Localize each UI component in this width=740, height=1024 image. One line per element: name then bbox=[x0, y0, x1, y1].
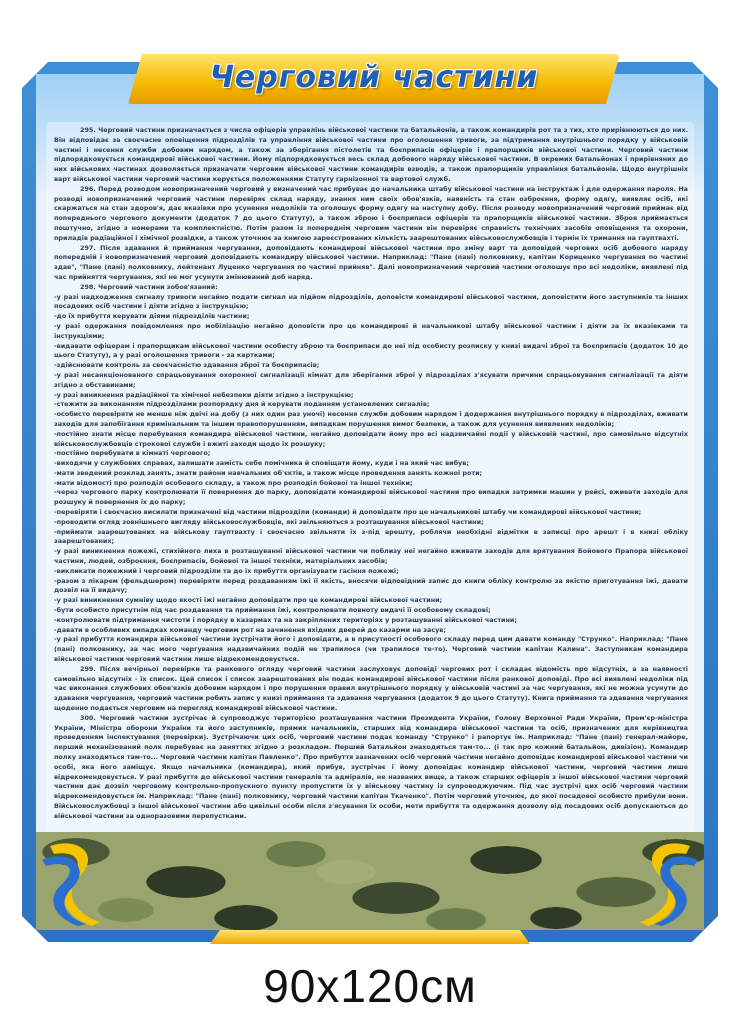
regulation-paragraph: -мати зведений розклад занять, знати райони навчальних об'єктів, а також місце проведення занять кожної роти; bbox=[54, 468, 483, 477]
regulation-paragraph: -постійно перебувати в кімнаті чергового; bbox=[54, 449, 211, 458]
regulation-paragraph: -здійснювати контроль за своєчасністю здавання зброї та боєприпасів; bbox=[54, 361, 320, 370]
regulation-paragraph: 297. Після здавання й приймання чергування, доповідають командирові військової частини про зміну варт та доповідей чергових осіб добового наряду попередній і новопризначений черговий доповідають командиру військової частини. Наприклад: "Пане (пані) полковнику, капітан Кориценко чергування по частині здав", "Пане (пані) полковнику, лейтенант Луценко чергування по частині прийняв". Далі новопризначений черговий частини оголошує про всі недоліки, виявлені під час прийняття чергування, які не мог усунути змінюваний доб наряд. bbox=[54, 243, 688, 281]
regulation-paragraph: -проводити огляд зовнішнього вигляду військовослужбовців, які звільняються з розташування військової частини; bbox=[54, 517, 484, 526]
regulation-paragraph: -контролювати підтримання чистоти і порядку в казармах та на закріплених територіях у розташуванні військової частини; bbox=[54, 615, 517, 624]
regulation-paragraph: -до їх прибуття керувати діями підрозділів частини; bbox=[54, 312, 250, 321]
regulation-paragraph: -особисто перевіряти не менше ніж двічі на добу (з них один раз уночі) несення служби добовим нарядом і додержання внутрішнього порядку в підрозділах, вживати заходів для запобігання кримінальним та іншим правопорушенням, випадкам порушення вимог безпеки, а також для усунення виявлених недоліків; bbox=[54, 410, 688, 428]
regulation-paragraph: -приймати заарештованих на військову гауптвахту і своєчасно звільняти їх з-під арешту, роблячи необхідні відмітки в записці про арешт і в книзі обліку заарештованих; bbox=[54, 527, 688, 546]
regulation-paragraph: -у разі виникнення сумніву щодо якості їжі негайно доповідати про це командирові військової частини; bbox=[54, 596, 443, 605]
regulation-paragraph: -постійно знати місце перебування командира військової частини, негайно доповідати йому про всі надзвичайні події у військовій частині, про самовільно відсутніх військовослужбовців строкової служби і вжиті заходи щодо їх розшуку; bbox=[54, 429, 688, 448]
size-label: 90x120см bbox=[263, 960, 477, 1012]
regulation-paragraph: -викликати пожежний і черговий підрозділи та до їх прибуття організувати гасіння пожежі; bbox=[54, 566, 399, 575]
regulation-paragraph: -давати в особливих випадках команду черговим рот на зачинення вхідних дверей до казарми на засув; bbox=[54, 625, 446, 634]
camouflage-band bbox=[36, 832, 704, 930]
regulation-paragraph: -видавати офіцерам і прапорщикам військової частини особисту зброю та боєприпаси до неї під особисту розписку у книзі видачі зброї та боєприпасів (додаток 10 до цього Статуту), а у разі оголошення тривоги - за картками; bbox=[54, 341, 688, 360]
regulation-paragraph: -разом з лікарем (фельдшером) перевіряти перед роздаванням їжі її якість, вносячи відповідний запис до книги обліку контролю за якістю приготування їжі, давати дозвіл на її видачу; bbox=[54, 576, 688, 595]
regulation-paragraph: -у разі прибуття командира військової частини зустрічати його і доповідати, а в присутності особового складу перед цим давати команду "Струнко". Наприклад: "Пане (пані) полковнику, за час мого чергування надзвичайних подій не трапилося (чи трапилося те-то). Черговий частини капітан Калина". Заступникам командира військової частини черговий частини лише відрекомендовується. bbox=[54, 635, 688, 664]
regulation-paragraph: -у разі одержання повідомлення про мобілізацію негайно доповісти про це командирові й начальникові штабу військової частини і діяти за їх вказівками та інструкціями; bbox=[54, 321, 688, 340]
regulation-paragraph: -стежити за виконанням підрозділами розпорядку дня й керувати поданням установлених сигналів; bbox=[54, 400, 430, 409]
bottom-accent-bar bbox=[210, 930, 530, 944]
ribbon-right-icon bbox=[630, 836, 700, 926]
regulation-paragraph: -у разі несанкціонованого спрацьовування охоронної сигналізації кімнат для зберігання зброї у підрозділах з'ясувати причини спрацьовування сигналізації та діяти згідно з обставинами; bbox=[54, 370, 688, 389]
regulation-text-panel bbox=[46, 122, 694, 832]
regulation-paragraph: -у разі виникнення пожежі, стихійного лиха в розташуванні військової частини чи поблизу неї негайно вживати заходів для врятування Бойового Прапора військової частини, людей, озброєння, боєприпасів, бойової та іншої техніки, матеріальних засобів; bbox=[54, 547, 688, 566]
regulation-paragraph: -мати відомості про розподіл особового складу, а також про розподіл бойової та іншої техніки; bbox=[54, 478, 413, 487]
regulation-paragraph: -у разі надходження сигналу тривоги негайно подати сигнал на підйом підрозділів, доповісти командирові військової частини, доповістити його заступників та інших посадових осіб частини і діяти згідно з інструкцією; bbox=[54, 292, 688, 311]
regulation-paragraph: 299. Після вечірньої перевірки та ранкового огляду черговий частини заслуховує доповіді чергових рот і складає відомість про відсутніх, а за наявності самовільно відсутніх - їх список. Цей список і список заарештованих він подає командирові військової частини після ранкової доповіді. Про всі виявлені недоліки під час виконання службових обов'язків добовим нарядом і про порушення правил внутрішнього порядку у військовій частині за час чергування, які не можна усунути до здавання чергування, черговий частини робить запис у книзі приймання та здавання чергування (додаток 9 до цього Статуту). Книга приймання та здавання чергування щоденно подається черговим на перегляд командирові військової частини. bbox=[54, 664, 688, 713]
regulation-paragraph: 295. Черговий частини призначається з числа офіцерів управлінь військової частини та батальйонів, а також командирів рот та з тих, хто прирівнюються до них. Він відповідає за своєчасне оповіщення підрозділів та управління військової частини про оголошення тривоги, за підтримання внутрішнього порядку у військовій частині і несення служби добовим нарядом, а також за зберігання пістолетів та боєприпасів офіцерів і прапорщиків військової частини. Черговий частини підпорядковується командирові військової частини. Йому підпорядковується весь склад добового наряду військової частини. В окремих батальйонах і прирівняних до них військових частинах дозволяється призначати черговим військової частини командирів взводів, а також прапорщиків управління батальйонів. Щодо внутрішніх варт військової частини черговий частини керується положеннями Статуту гарнізонної та вартової служб. bbox=[54, 126, 688, 183]
regulation-paragraph: 300. Черговий частини зустрічає й супроводжує територією розташування частини Президента України, Голову Верховної Ради України, Прем'єр-міністра України, Міністра оборони України та його заступників, прямих начальників, старших від командира військової частини та осіб, призначених для керівництва проведенням інспектування (перевірки). Зустрічаючи цих осіб, черговий частини подає команду "Струнко" і рапортує їм. Наприклад: "Пане (пані) генерал-майоре, перший механізований полк перебуває на заняттях згідно з розкладом. Перший батальйон знаходиться там-то... (і так про кожний батальйон, дивізіон). Командир полку знаходиться там-то... Черговий частини капітан Павленко". Про прибуття зазначених осіб черговий частини негайно доповідає командирові військової частини чи особі, яка його заміщує. Якщо начальника (командира), який прибув, зустрічає і йому доповідає командир військової частини, черговий частини лише відрекомендовується. У разі прибуття до військової частини генералів та адміралів, не названих вище, а також старших офіцерів з іншої військової частини черговий частини дає дозвіл черговому контрольно-пропускного пункту пропустити їх у військову частину із супроводжуючим. Під час зустрічі цих осіб черговий частини відрекомендовується їм. Наприклад: "Пане (пані) полковнику, черговий частини капітан Ткаченко". Потім черговий уточнює, до якої посадової особисто прибули вони. Військовослужбовці з іншої військової частини або цивільні особи після з'ясування їх особи, мети прибуття та одержання дозволу від посадових осіб допускаються до військової частини за одноразовими перепустками. bbox=[54, 713, 688, 820]
regulation-paragraph: -у разі виникнення радіаційної та хімічної небезпеки діяти згідно з інструкцією; bbox=[54, 390, 354, 399]
regulation-paragraph: -бути особисто присутнім під час роздавання та приймання їжі, контролювати повноту видачі її особовому складові; bbox=[54, 606, 491, 615]
poster-title: Черговий частини bbox=[209, 59, 539, 95]
regulation-paragraph: -через чергового парку контролювати її повернення до парку, доповідати командирові військової частини про випадки затримки машин у рейсі, вживати заходів для розшуку й повернення їх до парку; bbox=[54, 488, 688, 507]
regulation-paragraph: 298. Черговий частини зобов'язаний: bbox=[80, 282, 218, 291]
regulation-paragraph: -виходячи у службових справах, залишати замість себе помічника й сповіщати йому, куди і на який час вибув; bbox=[54, 459, 469, 468]
regulation-paragraph: 296. Перед розводом новопризначений черговий у визначений час прибуває до начальника штабу військової частини на інструктаж і для одержання пароля. На розводі новопризначений черговий частини перевіряє склад наряду, знання ним своїх обов'язків, наявність та стан озброєння, форму одягу, виявляє осіб, які скаржаться на стан здоров'я, дає вказівки про усунення недоліків та оголошує форму одягу на наступну добу. Після розводу новопризначений черговий приймає від попереднього чергового документи (додаток 7 до цього Статуту), а також зброю і боєприпаси офіцерів та прапорщиків військової частини. Зброя приймається поштучно, згідно з номерами та комплектністю. Потім разом із попереднім черговим частини він перевіряє справність технічних засобів оповіщення та охорони, приладів радіаційної і хімічної розвідки, а також уточнює за книгою зареєстрованих кількість заарештованих військовослужбовців і термін їх тримання на гауптвахті. bbox=[54, 184, 688, 242]
ribbon-left-icon bbox=[40, 836, 110, 926]
regulation-paragraph: -перевіряти і своєчасно висилати призначені від частини підрозділи (команди) й доповідати про це начальникові штабу чи командирові військової частини; bbox=[54, 508, 642, 517]
